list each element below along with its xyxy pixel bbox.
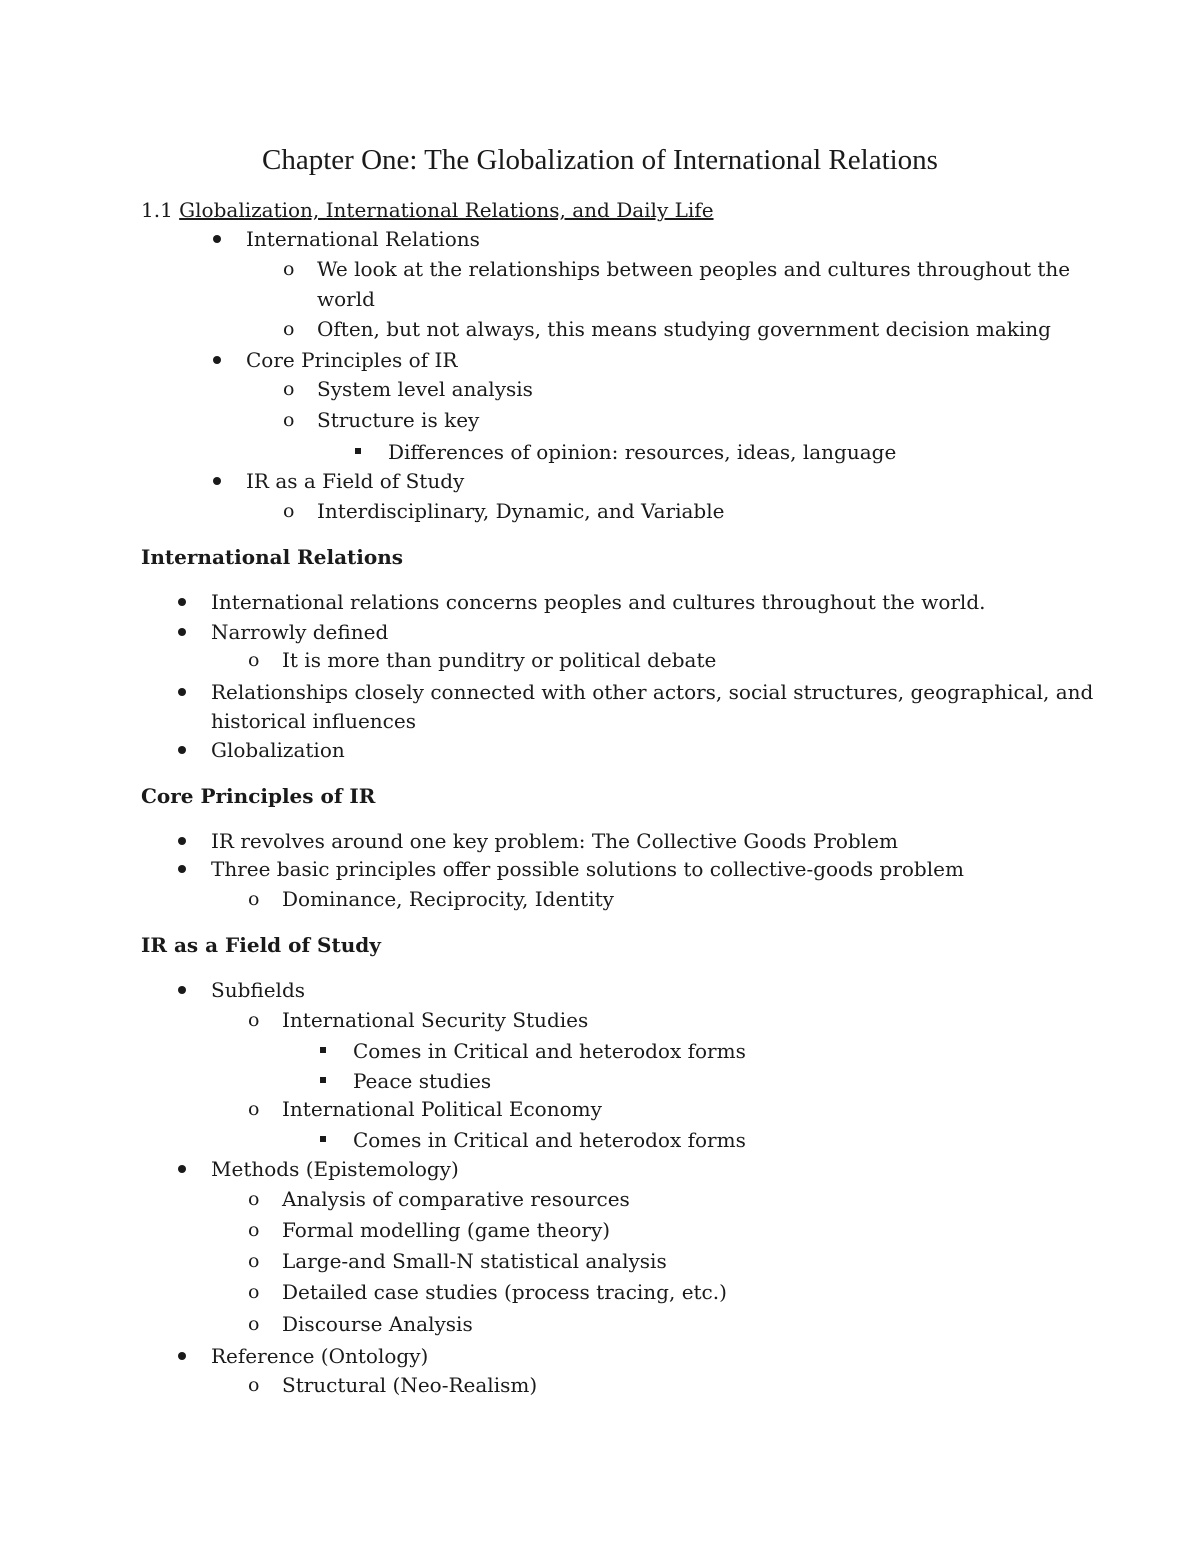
list-item: International relations concerns peoples and cultures throughout the world.: [211, 590, 986, 614]
list-item: IR as a Field of Study: [246, 469, 465, 493]
section-heading: [141, 195, 714, 225]
list-item: Comes in Critical and heterodox forms: [353, 1039, 746, 1063]
list-item: International Political Economy: [282, 1097, 602, 1121]
list-item: Interdisciplinary, Dynamic, and Variable: [317, 499, 725, 523]
list-item: Comes in Critical and heterodox forms: [353, 1128, 746, 1152]
list-item: IR revolves around one key problem: The Collective Goods Problem: [211, 829, 898, 853]
list-item: Peace studies: [353, 1069, 492, 1093]
list-item: System level analysis: [317, 377, 533, 401]
list-item: Subfields: [211, 978, 306, 1002]
list-item: Differences of opinion: resources, ideas, language: [388, 440, 897, 464]
section-title: Globalization, International Relations, and Daily Life: [179, 198, 714, 222]
list-item: Structural (Neo-Realism): [282, 1373, 538, 1397]
list-item: Core Principles of IR: [246, 348, 458, 372]
heading-field-of-study: IR as a Field of Study: [141, 933, 381, 957]
list-item: Formal modelling (game theory): [282, 1218, 611, 1242]
list-item: Detailed case studies (process tracing, etc.): [282, 1280, 727, 1304]
list-item-continuation: world: [317, 287, 375, 311]
list-item: It is more than punditry or political debate: [282, 648, 717, 672]
list-item: Relationships closely connected with other actors, social structures, geographical, and: [211, 680, 1094, 704]
list-item: Discourse Analysis: [282, 1312, 473, 1336]
section-number: 1.1: [141, 198, 173, 222]
list-item: International Relations: [246, 227, 480, 251]
list-item: Reference (Ontology): [211, 1344, 429, 1368]
list-item: International Security Studies: [282, 1008, 589, 1032]
heading-core-principles: Core Principles of IR: [141, 784, 376, 808]
list-item: Often, but not always, this means studying government decision making: [317, 317, 1051, 341]
list-item: Analysis of comparative resources: [282, 1187, 630, 1211]
list-item: Three basic principles offer possible solutions to collective-goods problem: [211, 857, 964, 881]
list-item: Globalization: [211, 738, 345, 762]
list-item-continuation: historical influences: [211, 709, 416, 733]
list-item: Dominance, Reciprocity, Identity: [282, 887, 614, 911]
list-item: Structure is key: [317, 408, 480, 432]
heading-international-relations: International Relations: [141, 545, 404, 569]
page-title: Chapter One: The Globalization of International Relations: [262, 144, 938, 176]
list-item: Narrowly defined: [211, 620, 389, 644]
list-item: Large-and Small-N statistical analysis: [282, 1249, 667, 1273]
list-item: Methods (Epistemology): [211, 1157, 459, 1181]
list-item: We look at the relationships between peoples and cultures throughout the: [317, 257, 1071, 281]
